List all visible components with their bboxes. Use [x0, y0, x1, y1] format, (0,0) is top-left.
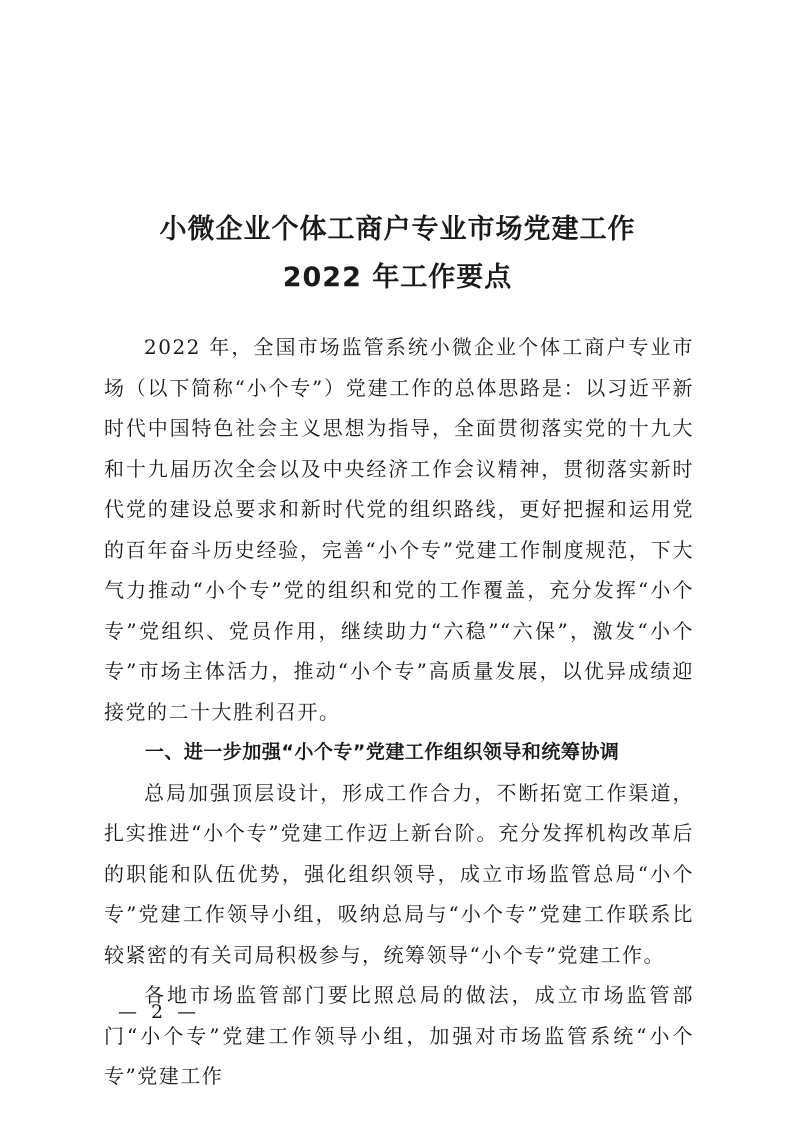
page-number: — 2 —	[118, 1001, 201, 1023]
section-1-paragraph-1: 总局加强顶层设计，形成工作合力，不断拓宽工作渠道，扎实推进“小个专”党建工作迈上新台阶。充分发挥机构改革后的职能和队伍优势，强化组织领导，成立市场监管总局“小个专”党建工作领导小组，吸纳总局与“小个专”党建工作联系比较紧密的有关司局积极参与，统筹领导“小个专”党建工作。	[104, 780, 694, 967]
title-line-1: 小微企业个体工商户专业市场党建工作	[159, 214, 636, 245]
document-title	[0, 206, 795, 302]
section-heading-1: 一、进一步加强“小个专”党建工作组织领导和统筹协调	[144, 741, 620, 763]
title-line-2: 2022 年工作要点	[282, 262, 513, 293]
intro-paragraph: 2022 年，全国市场监管系统小微企业个体工商户专业市场（以下简称“小个专”）党建工作的总体思路是：以习近平新时代中国特色社会主义思想为指导，全面贯彻落实党的十九大和十九届历次全会以及中央经济工作会议精神，贯彻落实新时代党的建设总要求和新时代党的组织路线，更好把握和运用党的百年奋斗历史经验，完善“小个专”党建工作制度规范，下大气力推动“小个专”党的组织和党的工作覆盖，充分发挥“小个专”党组织、党员作用，继续助力“六稳”“六保”，激发“小个专”市场主体活力，推动“小个专”高质量发展，以优异成绩迎接党的二十大胜利召开。	[104, 335, 694, 724]
document-body	[104, 327, 694, 1097]
section-1-paragraph-2: 各地市场监管部门要比照总局的做法，成立市场监管部门“小个专”党建工作领导小组，加强对市场监管系统“小个专”党建工作	[104, 983, 694, 1088]
